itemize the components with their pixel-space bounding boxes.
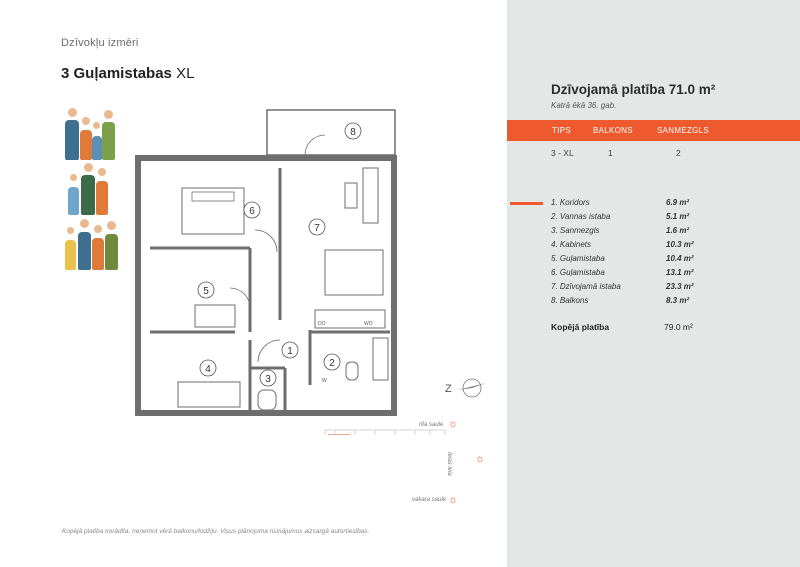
room-row xyxy=(551,198,731,212)
header-balcony: BALKONS xyxy=(593,126,633,135)
room-row xyxy=(551,282,731,296)
room-area: 10.3 m² xyxy=(666,240,694,249)
evening-sun-label: vakara saule xyxy=(412,497,447,503)
room-number-1: 1 xyxy=(287,346,293,357)
room-name: 1. Koridors xyxy=(551,198,590,207)
total-area-label: Kopējā platība xyxy=(551,322,610,332)
sun-icon: ☼ xyxy=(475,453,486,465)
living-area-title: Dzīvojamā platība 71.0 m² xyxy=(551,82,716,97)
site-map xyxy=(325,430,445,435)
room-area: 1.6 m² xyxy=(666,226,690,235)
room-area: 5.1 m² xyxy=(666,212,690,221)
title-main: 3 Guļamistabas xyxy=(61,65,172,82)
appliance-label-wo: WO xyxy=(364,321,373,327)
room-area: 13.1 m² xyxy=(666,268,694,277)
room-row xyxy=(551,226,731,240)
compass-letter: Z xyxy=(445,383,452,395)
per-building-note: Katrā ēkā 36. gab. xyxy=(551,101,617,110)
room-number-3: 3 xyxy=(265,374,271,385)
compass-icon xyxy=(445,379,486,397)
title-suffix: XL xyxy=(176,65,195,82)
room-area: 6.9 m² xyxy=(666,198,690,207)
room-number-7: 7 xyxy=(314,223,320,234)
room-row xyxy=(551,212,731,226)
page-title xyxy=(61,65,194,82)
room-number-8: 8 xyxy=(350,127,356,138)
room-name: 5. Guļamistaba xyxy=(551,254,605,263)
appliance-label-w: W xyxy=(322,378,327,384)
room-name: 6. Guļamistaba xyxy=(551,268,605,277)
room-number-6: 6 xyxy=(249,206,255,217)
room-row xyxy=(551,240,731,254)
sun-icon: ☼ xyxy=(448,418,459,430)
room-row xyxy=(551,296,731,310)
value-balcony: 1 xyxy=(608,148,613,158)
room-number-2: 2 xyxy=(329,358,335,369)
room-name: 7. Dzīvojamā istaba xyxy=(551,282,621,291)
page-subtitle: Dzīvokļu izmēri xyxy=(61,37,139,49)
room-name: 4. Kabinets xyxy=(551,240,592,249)
room-row xyxy=(551,268,731,282)
room-name: 8. Balkons xyxy=(551,296,589,305)
table-header-bar xyxy=(507,120,800,141)
appliance-label-do: DO xyxy=(318,321,326,327)
room-list xyxy=(551,198,731,310)
room-area: 8.3 m² xyxy=(666,296,690,305)
room-number-4: 4 xyxy=(205,364,211,375)
header-bathroom: SANMEZGLS xyxy=(657,126,710,135)
room-number-5: 5 xyxy=(203,286,209,297)
total-area-value: 79.0 m² xyxy=(664,322,693,332)
street-label: Ielas iela xyxy=(446,452,452,476)
sun-icon: ☼ xyxy=(448,494,459,506)
room-row xyxy=(551,254,731,268)
header-type: TIPS xyxy=(552,126,571,135)
accent-line xyxy=(510,202,543,205)
footnote: Kopējā platība norādīta, neņemot vērā balkonu/lodžiju. Visus plānojuma risinājumus aizsargā autortiesības. xyxy=(62,528,370,535)
value-bathroom: 2 xyxy=(676,148,681,158)
floor-plan xyxy=(120,100,500,435)
morning-sun-label: rīta saule xyxy=(419,422,444,428)
room-name: 3. Sanmezgls xyxy=(551,226,600,235)
room-area: 10.4 m² xyxy=(666,254,694,263)
room-area: 23.3 m² xyxy=(666,282,694,291)
value-type: 3 - XL xyxy=(551,148,574,158)
room-name: 2. Vannas istaba xyxy=(551,212,611,221)
